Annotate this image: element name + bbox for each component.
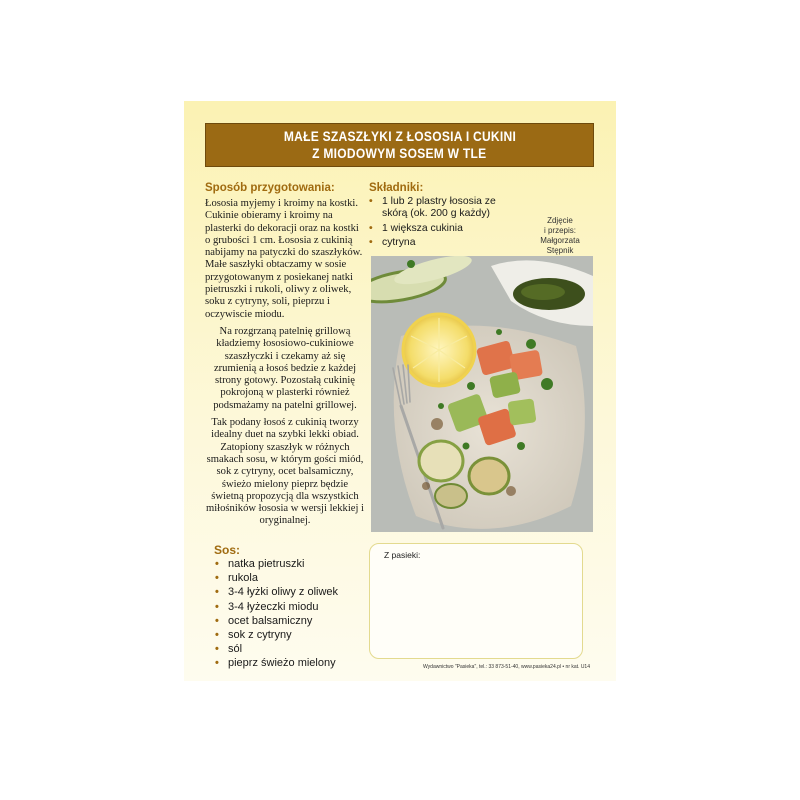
credit-line: Zdjęcie bbox=[547, 216, 573, 225]
recipe-title-line-1: MAŁE SZASZŁYKI Z ŁOSOSIA I CUKINI bbox=[283, 128, 516, 144]
notes-box[interactable] bbox=[369, 543, 583, 659]
sauce-item: • 3-4 łyżeczki miodu bbox=[214, 600, 374, 614]
ingredient-item: • 1 lub 2 plastry łososia ze skórą (ok. 200 g każdy) bbox=[368, 196, 518, 221]
ingredient-item: • 1 większa cukinia bbox=[368, 223, 518, 235]
ingredients-list bbox=[368, 196, 518, 252]
method-paragraph-1: Łososia myjemy i kroimy na kostki. Cukinie obieramy i kroimy na plasterki do dekoracji oraz na kostki o grubości 1 cm. Łososia z cukinią nabijamy na patyczki do szaszłyków. Małe saszłyki obtaczamy w sosie przygotowanym z posiekanej natki pietruszki i rukoli, oliwy z oliwek, soku z cytryny, soli, pieprzu i oczywiscie miodu. bbox=[205, 198, 363, 320]
sauce-list bbox=[214, 557, 374, 671]
ingredient-item: • cytryna bbox=[368, 237, 518, 249]
publisher-footer: Wydawnictwo "Pasieka", tel.: 33 873-51-40, www.pasieka24.pl • nr kat. U14 bbox=[422, 664, 590, 670]
sauce-item: • sól bbox=[214, 642, 374, 656]
sauce-heading: Sos: bbox=[214, 543, 241, 557]
credit-line: i przepis: bbox=[543, 226, 576, 235]
credit-line: Stępnik bbox=[546, 246, 574, 255]
sauce-item: • sok z cytryny bbox=[214, 628, 374, 642]
method-text bbox=[205, 198, 365, 533]
photo-credit bbox=[525, 216, 595, 256]
method-paragraph-2: Na rozgrzaną patelnię grillową kładziemy łososiowo-cukiniowe szaszłyczki i czekamy aż się zrumienią a łosoś bedzie z każdej strony gotowy. Pozostałą cukinię pokrojoną w plasterki również podsmażamy na patelni grillowej. bbox=[213, 325, 357, 411]
sauce-item: • pieprz świeżo mielony bbox=[214, 656, 374, 670]
recipe-title-banner bbox=[205, 123, 594, 167]
credit-line: Małgorzata bbox=[540, 236, 580, 245]
dish-photo bbox=[371, 256, 593, 532]
method-heading: Sposób przygotowania: bbox=[205, 182, 335, 194]
ingredients-heading: Składniki: bbox=[369, 182, 424, 194]
salmon-zucchini-skewers-photo bbox=[371, 256, 593, 532]
method-paragraph-3: Tak podany łosoś z cukinią tworzy idealny duet na szybki lekki obiad. Zatopiony szaszłyk w różnych smakach sosu, w którym gości miód, sok z cytryny, ocet balsamiczny, świeżo mielony pieprz będzie świetną propozycją dla wszystkich miłośników łososia w wersji lekkiej i oryginalnej. bbox=[205, 417, 364, 527]
sauce-item: • 3-4 łyżki oliwy z oliwek bbox=[214, 585, 374, 599]
sauce-item: • rukola bbox=[214, 571, 374, 585]
sauce-item: • natka pietruszki bbox=[214, 557, 374, 571]
sauce-item: • ocet balsamiczny bbox=[214, 614, 374, 628]
notes-label: Z pasieki: bbox=[384, 550, 421, 560]
recipe-title-line-2: Z MIODOWYM SOSEM W TLE bbox=[312, 145, 487, 161]
